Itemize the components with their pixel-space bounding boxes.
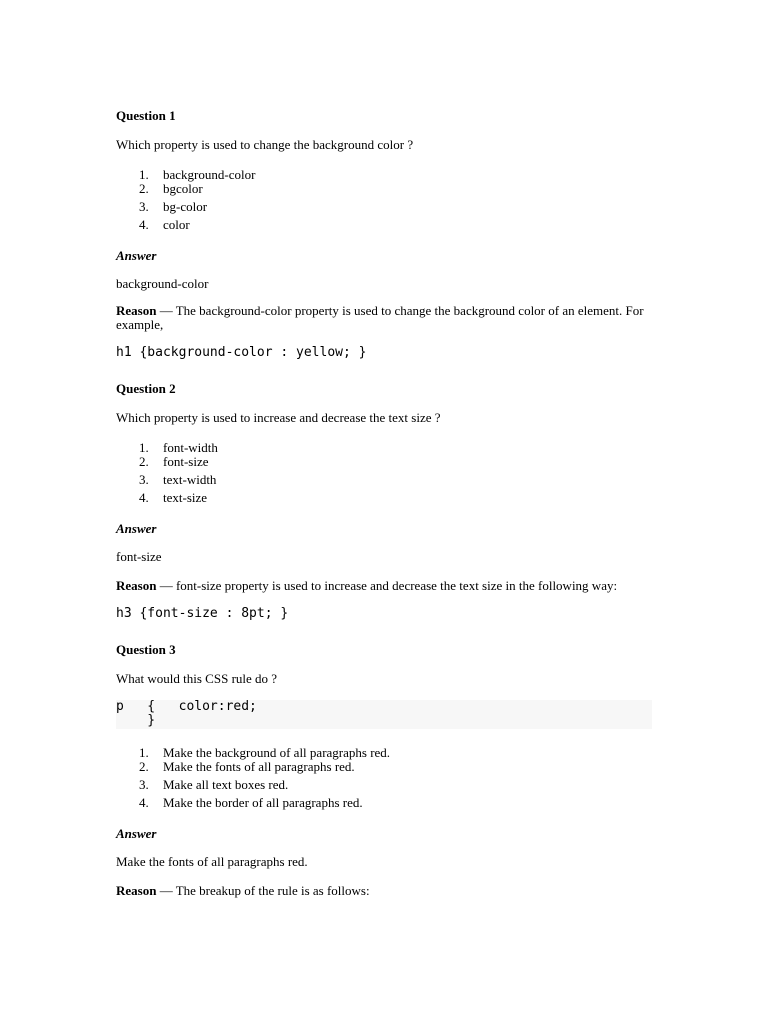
reason bbox=[116, 304, 652, 332]
option-label: color bbox=[163, 217, 190, 232]
question-text: Which property is used to change the background color ? bbox=[116, 137, 414, 152]
option-number: 3. bbox=[139, 199, 149, 214]
reason-text: — The breakup of the rule is as follows: bbox=[156, 883, 370, 898]
reason bbox=[116, 884, 652, 898]
option-number: 4. bbox=[139, 490, 149, 505]
option-number: 2. bbox=[139, 181, 149, 196]
question-2 bbox=[116, 381, 652, 622]
answer-label: Answer bbox=[116, 521, 157, 536]
reason-text: — font-size property is used to increase and decrease the text size in the following way: bbox=[156, 578, 618, 593]
option-number: 2. bbox=[139, 454, 149, 469]
code-example: h3 {font-size : 8pt; } bbox=[116, 606, 289, 621]
options-list bbox=[116, 745, 652, 811]
option-label: bgcolor bbox=[163, 181, 203, 196]
option-number: 2. bbox=[139, 759, 149, 774]
option-label: bg-color bbox=[163, 199, 208, 214]
question-text: Which property is used to increase and decrease the text size ? bbox=[116, 410, 441, 425]
option-label: Make the fonts of all paragraphs red. bbox=[163, 759, 355, 774]
code-block: p { color:red; } bbox=[116, 700, 652, 729]
question-1 bbox=[116, 108, 652, 361]
option-number: 1. bbox=[139, 167, 149, 182]
option-item bbox=[116, 759, 652, 775]
option-item bbox=[116, 217, 652, 233]
option-label: font-width bbox=[163, 440, 218, 455]
reason-label: Reason bbox=[116, 883, 157, 898]
option-item bbox=[116, 795, 652, 811]
reason-label: Reason bbox=[116, 578, 157, 593]
option-number: 1. bbox=[139, 745, 149, 760]
option-label: text-size bbox=[163, 490, 208, 505]
question-heading: Question 3 bbox=[116, 642, 176, 657]
option-number: 4. bbox=[139, 795, 149, 810]
option-label: Make the border of all paragraphs red. bbox=[163, 795, 363, 810]
option-item bbox=[116, 490, 652, 506]
option-item bbox=[116, 199, 652, 215]
reason-text: — The background-color property is used to change the background color of an element. For example, bbox=[116, 303, 644, 332]
options-list bbox=[116, 440, 652, 506]
option-label: text-width bbox=[163, 472, 217, 487]
options-list bbox=[116, 167, 652, 233]
answer-label: Answer bbox=[116, 826, 157, 841]
reason-label: Reason bbox=[116, 303, 157, 318]
question-text: What would this CSS rule do ? bbox=[116, 671, 278, 686]
reason bbox=[116, 579, 652, 593]
option-number: 1. bbox=[139, 440, 149, 455]
option-item bbox=[116, 777, 652, 793]
option-label: Make the background of all paragraphs red. bbox=[163, 745, 391, 760]
option-label: font-size bbox=[163, 454, 209, 469]
question-heading: Question 1 bbox=[116, 108, 176, 123]
option-item bbox=[116, 472, 652, 488]
answer-value: font-size bbox=[116, 549, 162, 564]
option-label: background-color bbox=[163, 167, 256, 182]
question-3 bbox=[116, 642, 652, 898]
option-number: 3. bbox=[139, 472, 149, 487]
document-page bbox=[116, 108, 652, 898]
question-heading: Question 2 bbox=[116, 381, 176, 396]
code-example: h1 {background-color : yellow; } bbox=[116, 345, 367, 360]
option-label: Make all text boxes red. bbox=[163, 777, 289, 792]
answer-label: Answer bbox=[116, 248, 157, 263]
option-number: 4. bbox=[139, 217, 149, 232]
option-item bbox=[116, 181, 652, 197]
answer-value: Make the fonts of all paragraphs red. bbox=[116, 854, 308, 869]
option-number: 3. bbox=[139, 777, 149, 792]
answer-value: background-color bbox=[116, 276, 209, 291]
option-item bbox=[116, 454, 652, 470]
